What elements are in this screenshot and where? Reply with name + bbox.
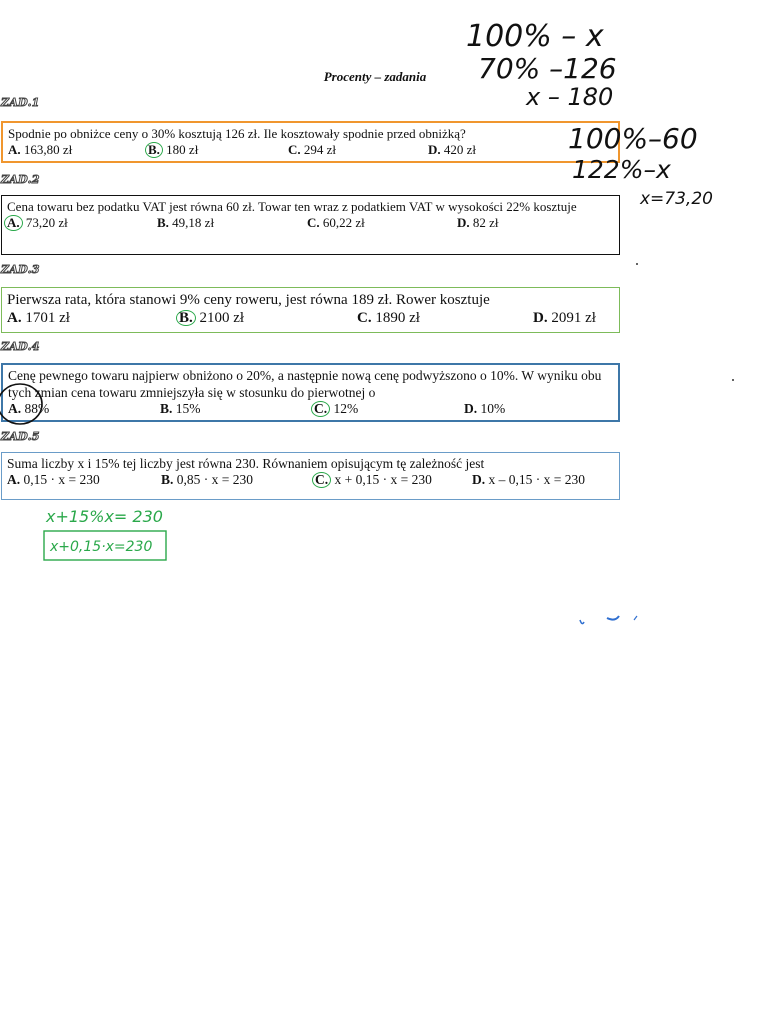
task-5-answer-a[interactable]: A. 0,15 · x = 230 <box>7 472 100 487</box>
task-3-label: ZAD.3 <box>1 263 40 276</box>
answer-circle-mark: C. <box>311 401 330 417</box>
task-5-answer-d[interactable]: D. x – 0,15 · x = 230 <box>472 472 585 487</box>
task-5-answer-b[interactable]: B. 0,85 · x = 230 <box>161 472 253 487</box>
task-5-answers <box>7 472 614 490</box>
task-2-answer-d[interactable]: D. 82 zł <box>457 215 499 230</box>
stray-mark <box>732 379 734 381</box>
task-4-label: ZAD.4 <box>1 340 40 353</box>
stray-mark <box>607 616 619 620</box>
task-4-box <box>1 363 620 422</box>
task-1-question: Spodnie po obniżce ceny o 30% kosztują 126 zł. Ile kosztowały spodnie przed obniżką? <box>8 126 466 141</box>
answer-box-green <box>44 531 166 560</box>
task-3-answer-d[interactable]: D. 2091 zł <box>533 310 596 326</box>
note-zad2-line1: 100%–60 <box>568 122 698 155</box>
task-5-label: ZAD.5 <box>1 430 40 443</box>
task-4-answer-d[interactable]: D. 10% <box>464 401 506 416</box>
task-1-box <box>1 121 620 163</box>
answer-circle-mark: B. <box>176 310 196 326</box>
task-4-answers <box>8 401 613 419</box>
task-2-label: ZAD.2 <box>1 173 40 186</box>
answer-circle-mark: B. <box>145 142 163 158</box>
task-3-question: Pierwsza rata, która stanowi 9% ceny roweru, jest równa 189 zł. Rower kosztuje <box>7 292 490 308</box>
answer-circle-mark: A. <box>4 215 23 231</box>
task-1-answers <box>8 142 613 160</box>
task-2-answer-a[interactable]: A. 73,20 zł <box>7 215 68 231</box>
task-4-answer-c[interactable]: C. 12% <box>314 401 358 417</box>
task-2-box <box>1 195 620 255</box>
task-3-answer-c[interactable]: C. 1890 zł <box>357 310 420 326</box>
task-2-question: Cena towaru bez podatku VAT jest równa 60 zł. Towar ten wraz z podatkiem VAT w wysokości 22% kosztuje <box>7 199 577 214</box>
note-zad1-line3: x – 180 <box>526 83 614 111</box>
task-1-answer-c[interactable]: C. 294 zł <box>288 142 337 157</box>
task-3-answer-a[interactable]: A. 1701 zł <box>7 310 70 326</box>
task-1-label: ZAD.1 <box>1 96 40 109</box>
task-1-answer-d[interactable]: D. 420 zł <box>428 142 477 157</box>
task-4-question: Cenę pewnego towaru najpierw obniżono o 20%, a następnie nową cenę podwyższono o 10%. W wyniku obu tych zmian cena towaru zmniejszyła się w stosunku do pierwotnej o <box>8 368 602 400</box>
stray-mark <box>634 616 637 620</box>
task-2-answer-b[interactable]: B. 49,18 zł <box>157 215 215 230</box>
task-5-box <box>1 452 620 500</box>
answer-circle-mark: C. <box>312 472 331 488</box>
note-zad5-line2: x+0,15·x=230 <box>50 539 153 555</box>
task-2-answers <box>7 215 614 233</box>
task-3-answers <box>7 310 614 330</box>
task-1-answer-b[interactable]: B. 180 zł <box>148 142 198 158</box>
task-5-question: Suma liczby x i 15% tej liczby jest równa 230. Równaniem opisującym tę zależność jest <box>7 456 485 471</box>
note-zad5-line1: x+15%x= 230 <box>46 507 163 526</box>
task-4-answer-b[interactable]: B. 15% <box>160 401 201 416</box>
note-zad2-line2: 122%–x <box>572 155 671 184</box>
task-1-answer-a[interactable]: A. 163,80 zł <box>8 142 73 157</box>
task-4-answer-a[interactable]: A. 88% <box>8 401 50 416</box>
stray-mark <box>636 263 638 265</box>
task-2-answer-c[interactable]: C. 60,22 zł <box>307 215 365 230</box>
task-3-box <box>1 287 620 333</box>
stray-mark <box>580 620 584 624</box>
page-title: Procenty – zadania <box>323 69 427 84</box>
note-zad1-line2: 70% –126 <box>478 52 617 85</box>
note-zad1-line1: 100% – x <box>466 19 604 54</box>
task-3-answer-b[interactable]: B. 2100 zł <box>179 310 244 327</box>
note-zad2-line3: x=73,20 <box>640 189 713 209</box>
task-5-answer-c[interactable]: C. x + 0,15 · x = 230 <box>315 472 432 488</box>
